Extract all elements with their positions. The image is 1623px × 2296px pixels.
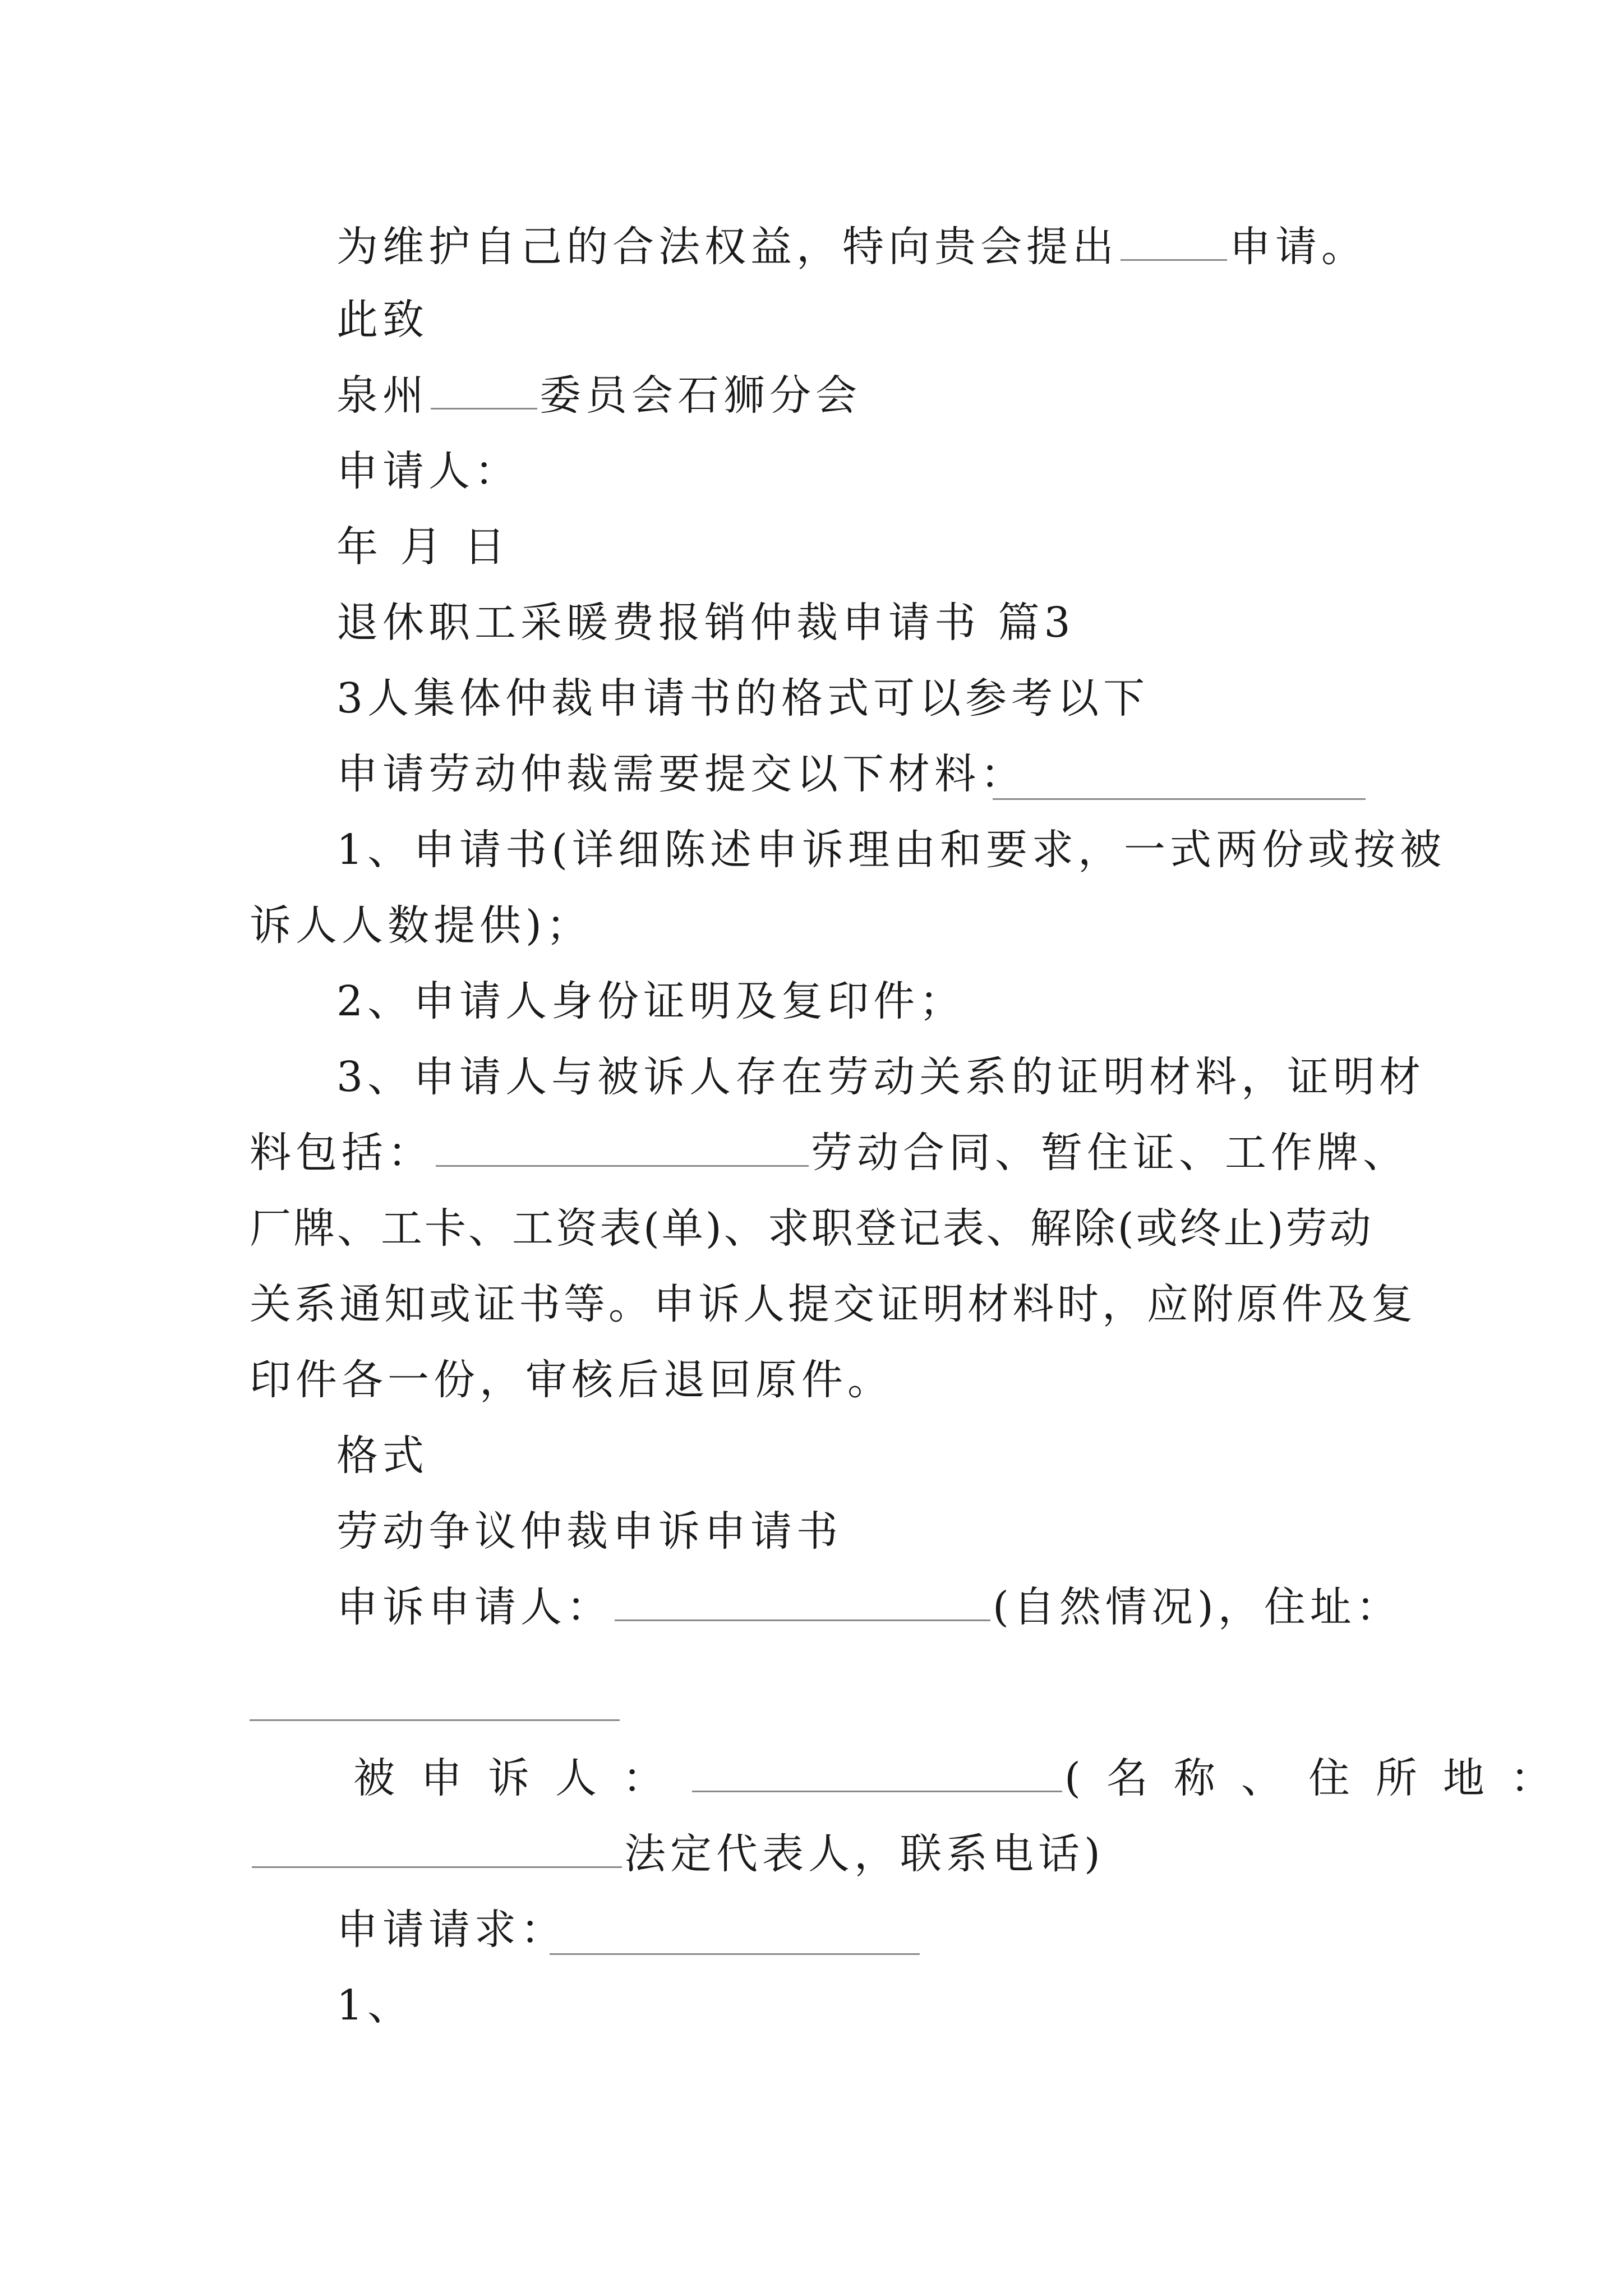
text: 申请劳动仲裁需要提交以下材料： (336, 750, 1026, 798)
text: 法定代表人，联系电话) (624, 1830, 1105, 1878)
fill-in-blank (692, 1751, 1062, 1792)
text: 被申诉人： (353, 1754, 690, 1802)
fill-in-blank (250, 1719, 620, 1721)
paragraph-line (336, 746, 1026, 802)
paragraph-line: 格式 (336, 1432, 428, 1480)
paragraph-line (250, 1125, 1409, 1181)
fill-in-blank (993, 798, 1366, 800)
paragraph-line: 厂牌、工卡、工资表(单)、求职登记表、解除(或终止)劳动 (250, 1204, 1373, 1253)
text: 劳动合同、暂住证、工作牌、 (811, 1129, 1409, 1177)
fill-in-blank (252, 1827, 622, 1868)
text: 泉州 (336, 371, 428, 420)
text: 为维护自己的合法权益，特向贵会提出 (336, 223, 1118, 271)
paragraph-line: 年 月 日 (336, 523, 510, 571)
form-title: 劳动争议仲裁申诉申请书 (336, 1507, 842, 1556)
paragraph-line: 3、申请人与被诉人存在劳动关系的证明材料，证明材 (336, 1053, 1426, 1101)
text: 申诉申请人： (336, 1583, 612, 1631)
paragraph-line: 1、 (336, 1981, 414, 2030)
paragraph-line: 关系通知或证书等。申诉人提交证明材料时，应附原件及复 (250, 1280, 1416, 1328)
paragraph-line: 印件各一份，审核后退回原件。 (250, 1356, 893, 1404)
fill-in-blank (1121, 220, 1227, 261)
paragraph-line (336, 367, 861, 424)
text: (自然情况)，住址： (993, 1583, 1402, 1631)
paragraph-line: 2、申请人身份证明及复印件； (336, 977, 966, 1025)
paragraph-line: 诉人人数提供)； (250, 901, 592, 950)
text: (名称、住所地： (1064, 1754, 1578, 1802)
paragraph-line: 此致 (336, 296, 428, 344)
paragraph-line (250, 1826, 1105, 1882)
text: 申请请求： (336, 1906, 566, 1954)
fill-in-blank (436, 1126, 809, 1167)
fill-in-blank (431, 369, 537, 409)
fill-in-blank (550, 1953, 920, 1955)
paragraph-line: 申请人： (336, 447, 520, 495)
fill-in-blank (615, 1580, 990, 1621)
text: 委员会石狮分会 (540, 371, 861, 420)
section-heading: 退休职工采暖费报销仲裁申请书 篇3 (336, 599, 1075, 647)
paragraph-line: 1、申请书(详细陈述申诉理由和要求，一式两份或按被 (336, 826, 1446, 874)
paragraph-line (336, 1579, 1402, 1635)
paragraph-line (353, 1750, 1578, 1806)
paragraph-line (336, 1902, 566, 1958)
text: 料包括： (250, 1129, 434, 1177)
paragraph-line: 3人集体仲裁申请书的格式可以参考以下 (336, 674, 1150, 723)
text: 申请。 (1229, 223, 1367, 271)
paragraph-line (336, 219, 1367, 275)
